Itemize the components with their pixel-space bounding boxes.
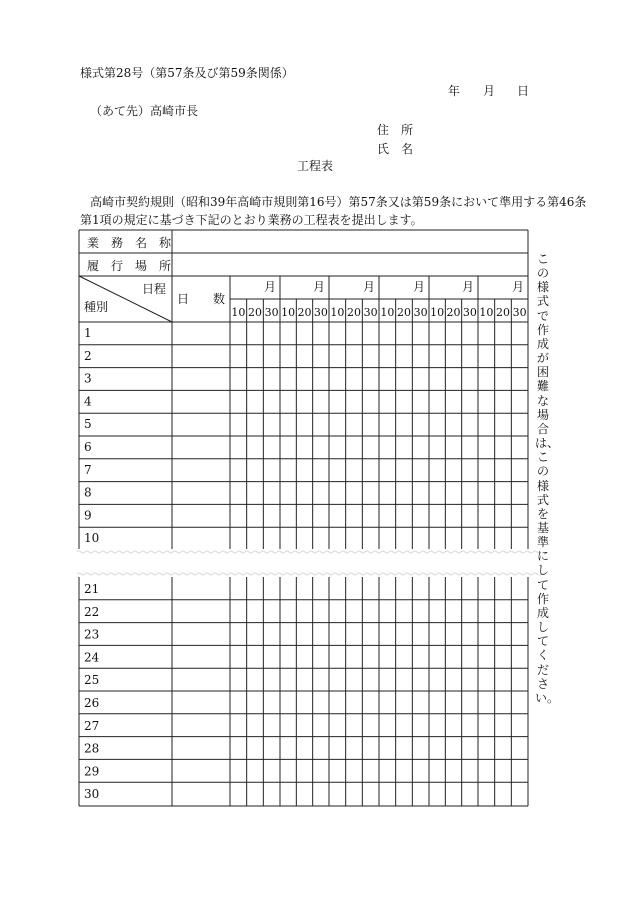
row-number: 21 bbox=[84, 582, 100, 596]
row-number: 28 bbox=[84, 741, 100, 756]
row-number: 8 bbox=[84, 485, 92, 500]
day-label: 20 bbox=[347, 306, 361, 319]
row-number: 7 bbox=[84, 462, 92, 477]
month-label: 月 bbox=[412, 280, 426, 294]
row-number: 10 bbox=[84, 531, 100, 546]
date-month-label: 月 bbox=[483, 84, 496, 98]
day-label: 10 bbox=[380, 306, 395, 319]
row-number: 22 bbox=[84, 604, 100, 619]
body-text-line-1: 高崎市契約規則（昭和39年高崎市規則第16号）第57条又は第59条において準用する第46条 bbox=[90, 195, 587, 209]
day-label: 10 bbox=[231, 306, 246, 319]
row-number: 26 bbox=[84, 696, 100, 710]
work-name-label: 業 務 名 称 bbox=[87, 236, 172, 250]
side-note: この様式で作成が困難な場合は、この様式を基準にして作成してください。 bbox=[535, 252, 560, 705]
row-number: 9 bbox=[84, 508, 92, 523]
form-number: 様式第28号（第57条及び第59条関係） bbox=[80, 66, 294, 80]
day-label: 30 bbox=[313, 306, 328, 319]
day-label: 20 bbox=[496, 306, 510, 319]
day-label: 20 bbox=[446, 306, 461, 319]
row-number: 3 bbox=[84, 371, 92, 386]
month-label: 月 bbox=[263, 280, 277, 294]
row-number: 29 bbox=[84, 764, 100, 779]
schedule-label: 日程 bbox=[141, 282, 166, 296]
day-label: 30 bbox=[413, 306, 428, 319]
addressee: （あて先）高崎市長 bbox=[90, 104, 199, 118]
day-label: 30 bbox=[462, 306, 477, 319]
month-label: 月 bbox=[312, 280, 326, 294]
type-label: 種別 bbox=[84, 300, 109, 314]
day-label: 20 bbox=[397, 306, 411, 319]
day-label: 10 bbox=[330, 306, 345, 319]
day-label: 20 bbox=[297, 306, 312, 319]
days-label: 日 数 bbox=[176, 292, 226, 306]
month-label: 月 bbox=[362, 280, 376, 294]
day-label: 10 bbox=[430, 306, 445, 319]
day-label: 30 bbox=[512, 306, 527, 319]
row-number: 5 bbox=[84, 417, 92, 432]
row-number: 23 bbox=[84, 627, 100, 642]
document-title: 工程表 bbox=[297, 159, 334, 173]
row-number: 25 bbox=[84, 673, 100, 688]
date-year-label: 年 bbox=[448, 84, 461, 98]
day-label: 10 bbox=[479, 306, 494, 319]
work-place-label: 履 行 場 所 bbox=[87, 259, 172, 273]
day-label: 20 bbox=[248, 306, 262, 319]
day-label: 10 bbox=[281, 306, 296, 319]
row-number: 6 bbox=[84, 440, 92, 454]
applicant-name-label: 氏 名 bbox=[377, 142, 414, 156]
date-day-label: 日 bbox=[517, 84, 530, 98]
applicant-address-label: 住 所 bbox=[377, 123, 414, 137]
row-number: 27 bbox=[84, 718, 100, 733]
day-label: 30 bbox=[363, 306, 378, 319]
break-wave-lower bbox=[77, 573, 541, 575]
month-label: 月 bbox=[511, 280, 525, 294]
row-number: 2 bbox=[84, 348, 92, 363]
day-label: 30 bbox=[264, 306, 279, 319]
row-number: 24 bbox=[84, 650, 100, 665]
body-text-line-2: 第1項の規定に基づき下記のとおり業務の工程表を提出します。 bbox=[80, 213, 423, 227]
row-number: 4 bbox=[84, 394, 92, 409]
row-number: 30 bbox=[84, 787, 100, 802]
row-number: 1 bbox=[84, 326, 92, 340]
month-label: 月 bbox=[461, 280, 475, 294]
break-wave-upper bbox=[77, 551, 541, 553]
